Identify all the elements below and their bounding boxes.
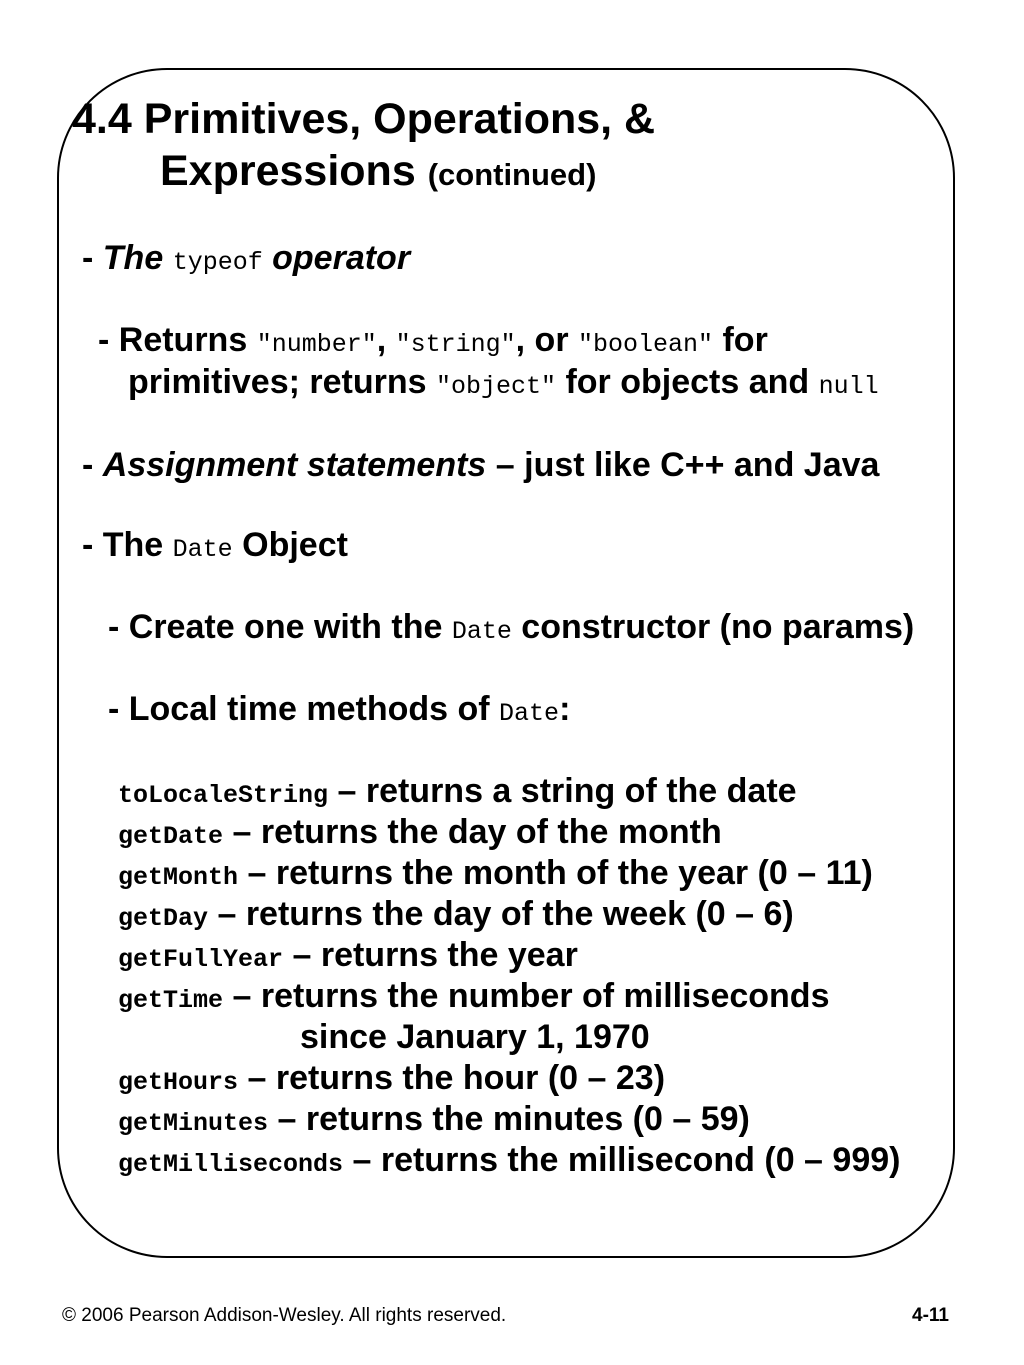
dash: - bbox=[82, 239, 103, 277]
method-name: getMonth bbox=[118, 863, 239, 892]
method-getdate bbox=[118, 812, 722, 857]
code-date: Date bbox=[172, 535, 233, 564]
returns-for: for bbox=[713, 321, 768, 359]
typeof-operator: operator bbox=[262, 239, 411, 277]
bullet-returns-line2 bbox=[128, 362, 879, 407]
slide-title-line2 bbox=[160, 146, 596, 200]
title-text-1: 4.4 Primitives, Operations, & bbox=[72, 95, 656, 143]
code-date: Date bbox=[451, 617, 512, 646]
method-name: getDay bbox=[118, 904, 209, 933]
title-text-2: Expressions bbox=[160, 147, 416, 195]
method-getfullyear bbox=[118, 935, 578, 980]
bullet-returns bbox=[98, 320, 768, 365]
method-desc: since January 1, 1970 bbox=[300, 1018, 650, 1056]
bullet-local-methods bbox=[108, 689, 570, 734]
method-getday bbox=[118, 894, 794, 939]
method-gethours bbox=[118, 1058, 665, 1103]
bullet-date-object bbox=[82, 525, 348, 570]
code-number: "number" bbox=[256, 330, 377, 359]
code-null: null bbox=[818, 372, 879, 401]
date-prefix: - The bbox=[82, 526, 173, 564]
method-desc: – returns the minutes (0 – 59) bbox=[268, 1100, 750, 1138]
title-suffix: (continued) bbox=[427, 157, 597, 192]
typeof-code: typeof bbox=[172, 248, 263, 277]
method-name: getMinutes bbox=[118, 1109, 269, 1138]
local-prefix: - Local time methods of bbox=[108, 690, 500, 728]
method-tolocalestring bbox=[118, 771, 797, 816]
dash: - bbox=[82, 446, 103, 484]
create-prefix: - Create one with the bbox=[108, 608, 452, 646]
method-name: getTime bbox=[118, 986, 224, 1015]
code-date: Date bbox=[499, 699, 560, 728]
method-desc: – returns the year bbox=[283, 936, 578, 974]
footer-page-number: 4-11 bbox=[912, 1305, 949, 1326]
method-gettime-continuation bbox=[300, 1017, 650, 1057]
method-desc: – returns the month of the year (0 – 11) bbox=[238, 854, 873, 892]
bullet-create bbox=[108, 607, 914, 652]
method-name: getHours bbox=[118, 1068, 239, 1097]
method-gettime bbox=[118, 976, 830, 1021]
code-boolean: "boolean" bbox=[578, 330, 714, 359]
method-desc: – returns the hour (0 – 23) bbox=[238, 1059, 666, 1097]
sep: , or bbox=[515, 321, 578, 359]
footer-copyright: © 2006 Pearson Addison-Wesley. All rights reserved. bbox=[62, 1305, 507, 1326]
create-suffix: constructor (no params) bbox=[511, 608, 915, 646]
method-desc: – returns a string of the date bbox=[328, 772, 797, 810]
method-name: getDate bbox=[118, 822, 224, 851]
returns-prefix: - Returns bbox=[98, 321, 257, 359]
slide-title-line1 bbox=[72, 94, 655, 144]
assignment-italic: Assignment statements bbox=[102, 446, 487, 484]
returns-line2-prefix: primitives; returns bbox=[128, 363, 436, 401]
bullet-assignment bbox=[82, 445, 879, 485]
method-name: toLocaleString bbox=[118, 781, 329, 810]
method-name: getMilliseconds bbox=[118, 1150, 344, 1179]
code-object: "object" bbox=[435, 372, 557, 401]
method-desc: – returns the number of milliseconds bbox=[223, 977, 830, 1015]
bullet-typeof bbox=[82, 238, 410, 283]
method-name: getFullYear bbox=[118, 945, 284, 974]
method-getmilliseconds bbox=[118, 1140, 900, 1185]
method-getminutes bbox=[118, 1099, 750, 1144]
local-suffix: : bbox=[559, 690, 571, 728]
method-getmonth bbox=[118, 853, 873, 898]
returns-line2-mid: for objects and bbox=[556, 363, 819, 401]
assignment-rest: – just like C++ and Java bbox=[486, 446, 880, 484]
method-desc: – returns the day of the week (0 – 6) bbox=[208, 895, 794, 933]
method-desc: – returns the day of the month bbox=[223, 813, 722, 851]
date-suffix: Object bbox=[232, 526, 348, 564]
code-string: "string" bbox=[395, 330, 516, 359]
typeof-the: The bbox=[102, 239, 173, 277]
sep: , bbox=[376, 321, 396, 359]
method-desc: – returns the millisecond (0 – 999) bbox=[343, 1141, 901, 1179]
